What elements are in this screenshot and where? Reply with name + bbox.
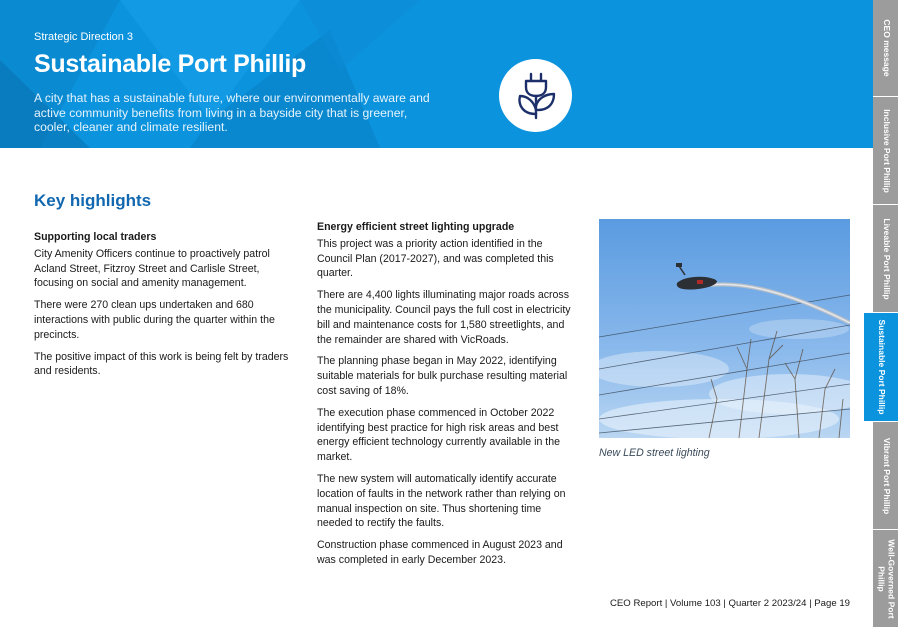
middle-column-heading: Energy efficient street lighting upgrade xyxy=(317,221,515,233)
header-banner xyxy=(0,0,873,148)
tab-vibrant-port-phillip[interactable] xyxy=(873,422,898,530)
tab-label: Sustainable Port Phillip xyxy=(876,319,887,415)
tab-label: Vibrant Port Phillip xyxy=(881,437,892,514)
middle-paragraph: Construction phase commenced in August 2023 and was completed in early December 2023. xyxy=(317,539,563,566)
badge-circle xyxy=(499,59,572,132)
photo-caption: New LED street lighting xyxy=(599,447,710,459)
tab-ceo-message[interactable] xyxy=(873,0,898,97)
left-column xyxy=(34,230,292,386)
street-light-photo xyxy=(599,219,850,438)
left-paragraph: The positive impact of this work is being felt by traders and residents. xyxy=(34,350,289,378)
tab-sustainable-port-phillip[interactable] xyxy=(864,313,898,422)
middle-paragraph: The execution phase commenced in October 2022 identifying best practice for high risk areas and best energy efficient technology currently available in the market. xyxy=(317,406,561,464)
plug-leaf-icon xyxy=(510,70,562,122)
street-light-illustration xyxy=(599,219,850,438)
tab-well-governed-port-phillip[interactable] xyxy=(873,530,898,628)
page-footer: CEO Report | Volume 103 | Quarter 2 2023/24 | Page 19 xyxy=(609,598,850,609)
middle-paragraph: The new system will automatically identify accurate location of faults in the network rather than relying on manual inspection on site. Thus shortening time needed to rectify the faults. xyxy=(317,472,566,530)
page-lede: A city that has a sustainable future, where our environmentally aware and active community benefits from living in a bayside city that is greener, cooler, cleaner and climate resilient. xyxy=(34,91,430,135)
tab-label: Inclusive Port Phillip xyxy=(881,108,892,193)
left-paragraph: City Amenity Officers continue to proactively patrol Acland Street, Fitzroy Street and Carlisle Street, focusing on social and amenity management. xyxy=(34,247,270,290)
section-kicker: Strategic Direction 3 xyxy=(34,31,134,43)
tab-label: Well-Governed Port Phillip xyxy=(876,538,896,619)
section-heading: Key highlights xyxy=(34,191,152,210)
tab-label: Liveable Port Phillip xyxy=(881,217,892,300)
middle-column xyxy=(317,220,572,575)
middle-paragraph: This project was a priority action identified in the Council Plan (2017-2027), and was completed this quarter. xyxy=(317,237,554,280)
tab-label: CEO message xyxy=(881,19,892,77)
tab-liveable-port-phillip[interactable] xyxy=(873,205,898,313)
middle-paragraph: There are 4,400 lights illuminating major roads across the municipality. Council pays the full cost in electricity bill and maintenance costs for 1,580 streetlights, and the remainder are shared with VicRoads. xyxy=(317,289,571,346)
middle-paragraph: The planning phase began in May 2022, identifying suitable materials for bulk purchase resulting material cost saving of 18%. xyxy=(317,355,568,397)
page-title: Sustainable Port Phillip xyxy=(34,50,307,78)
side-tabs xyxy=(873,0,898,627)
left-paragraph: There were 270 clean ups undertaken and 680 interactions with public during the quarter within the precincts. xyxy=(34,299,275,341)
tab-inclusive-port-phillip[interactable] xyxy=(873,97,898,205)
left-column-heading: Supporting local traders xyxy=(34,231,157,243)
